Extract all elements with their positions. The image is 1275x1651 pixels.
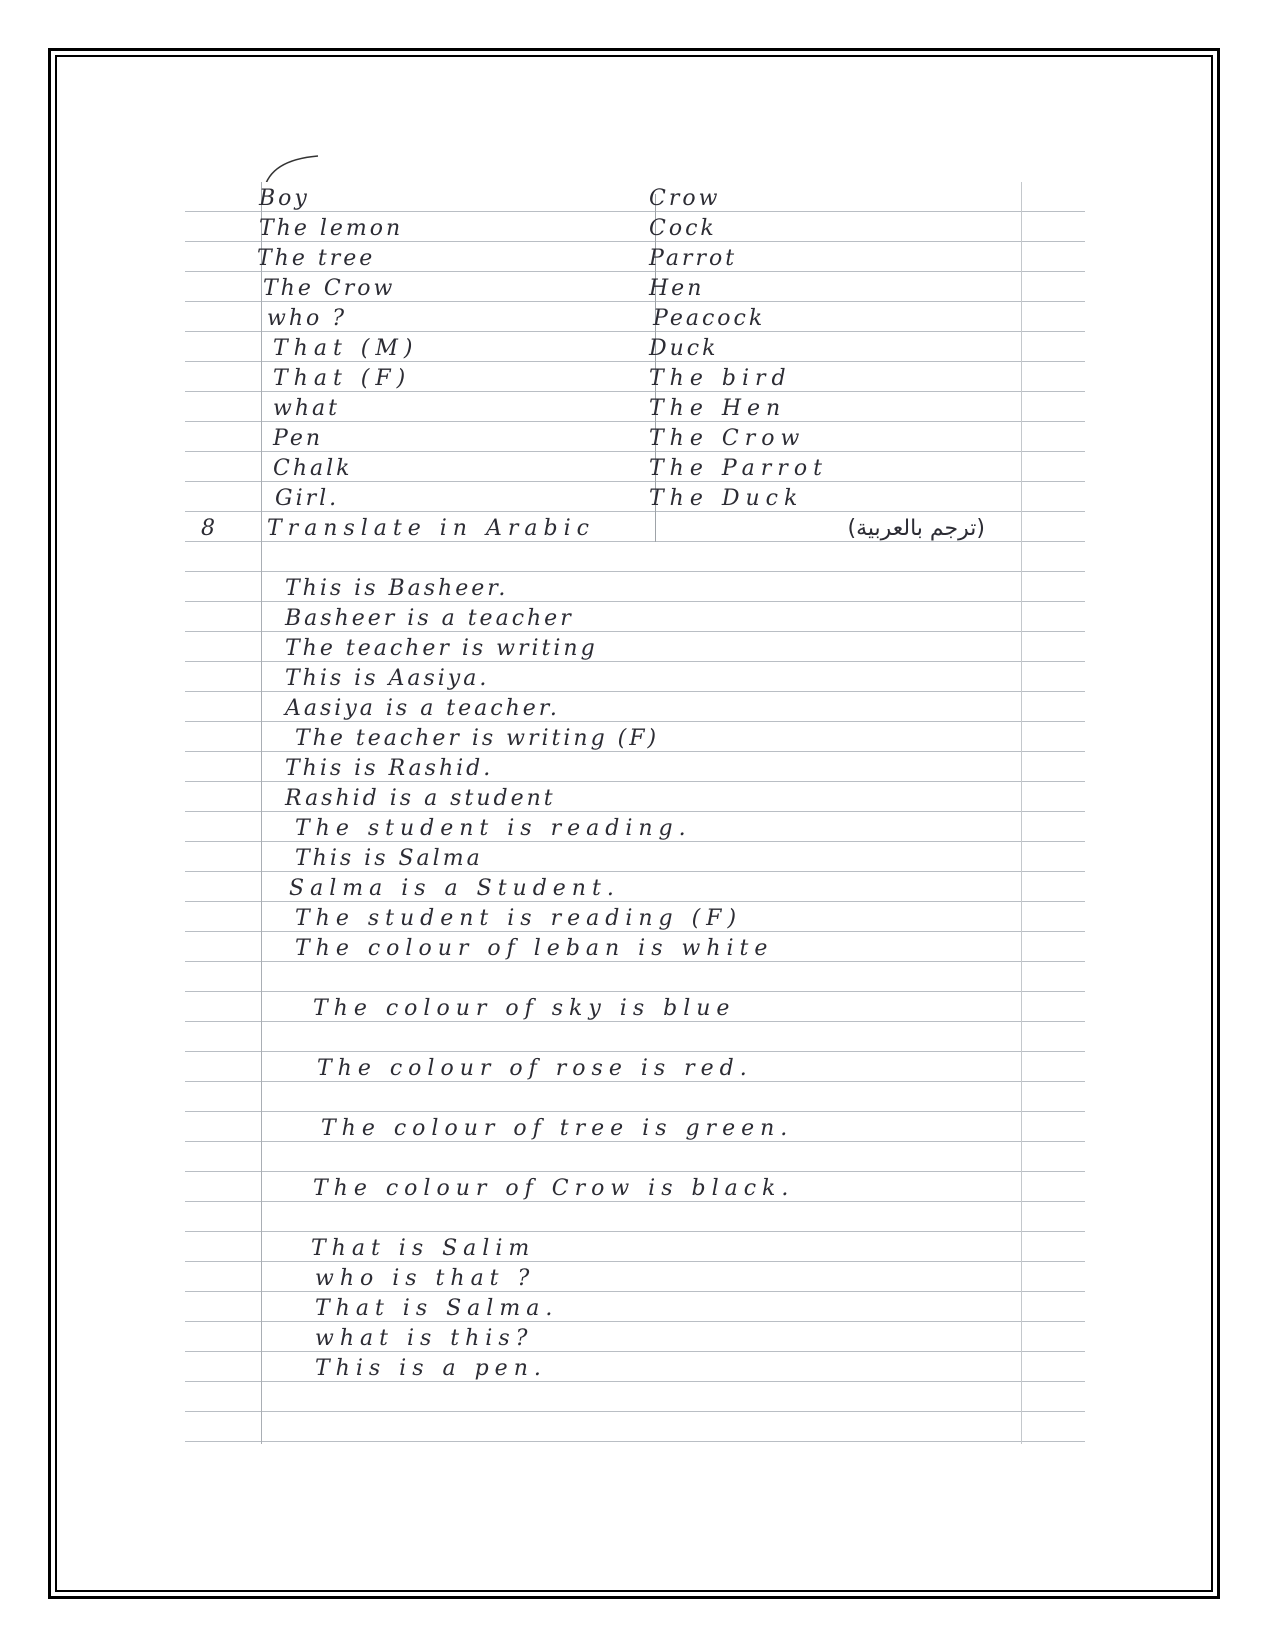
vocab-right-item: The Hen	[649, 396, 787, 421]
vocab-left-item: The lemon	[259, 216, 404, 241]
sentence-line: The teacher is writing (F)	[295, 726, 660, 751]
sentence-line: This is Aasiya.	[285, 666, 490, 691]
exercise-instruction-arabic: (ترجم بالعربية)	[847, 516, 985, 541]
colour-sentence: The colour of tree is green.	[321, 1116, 794, 1141]
vocab-left-item: Pen	[273, 426, 324, 451]
sentence-line: This is a pen.	[315, 1356, 547, 1381]
vocab-left-item: The tree	[257, 246, 376, 271]
vocab-right-item: Duck	[649, 336, 719, 361]
sentence-line: who is that ?	[315, 1266, 536, 1291]
vocab-left-item: The Crow	[263, 276, 396, 301]
sentence-line: Basheer is a teacher	[285, 606, 574, 631]
sentence-line: what is this?	[315, 1326, 534, 1351]
vocab-right-item: Peacock	[653, 306, 766, 331]
exercise-number: 8	[201, 516, 218, 541]
vocab-left-item: Boy	[259, 186, 310, 211]
vocab-left-item: what	[273, 396, 340, 421]
ruled-notebook-page	[185, 182, 1085, 1444]
colour-sentence: The colour of rose is red.	[317, 1056, 753, 1081]
vocab-right-item: Cock	[649, 216, 717, 241]
sentence-line: That is Salma.	[315, 1296, 559, 1321]
sentence-line: Salma is a Student.	[289, 876, 620, 901]
vocab-left-item: That (M)	[273, 336, 419, 361]
sentence-line: The colour of leban is white	[295, 936, 774, 961]
vocab-left-item: Chalk	[273, 456, 353, 481]
vocab-right-item: Hen	[649, 276, 705, 301]
sentence-line: The student is reading.	[295, 816, 692, 841]
vocab-right-item: Crow	[649, 186, 721, 211]
vocab-right-item: The Duck	[649, 486, 804, 511]
vocab-right-item: The Crow	[649, 426, 806, 451]
vocab-right-item: The bird	[649, 366, 792, 391]
sentence-line: This is Salma	[295, 846, 483, 871]
vocab-left-item: Girl.	[275, 486, 340, 511]
margin-line	[261, 182, 262, 1444]
sentence-line: That is Salim	[311, 1236, 536, 1261]
vocab-left-item: That (F)	[273, 366, 412, 391]
sentence-line: This is Basheer.	[285, 576, 509, 601]
sentence-line: This is Rashid.	[285, 756, 494, 781]
vocab-right-item: The Parrot	[649, 456, 828, 481]
vocab-right-item: Parrot	[649, 246, 738, 271]
exercise-instruction: Translate in Arabic	[267, 516, 595, 541]
sentence-line: Aasiya is a teacher.	[285, 696, 560, 721]
sentence-line: The student is reading (F)	[295, 906, 743, 931]
colour-sentence: The colour of sky is blue	[313, 996, 736, 1021]
sentence-line: Rashid is a student	[285, 786, 556, 811]
right-margin-line	[1021, 182, 1022, 1444]
sentence-line: The teacher is writing	[285, 636, 598, 661]
vocab-left-item: who ?	[267, 306, 348, 331]
colour-sentence: The colour of Crow is black.	[313, 1176, 795, 1201]
